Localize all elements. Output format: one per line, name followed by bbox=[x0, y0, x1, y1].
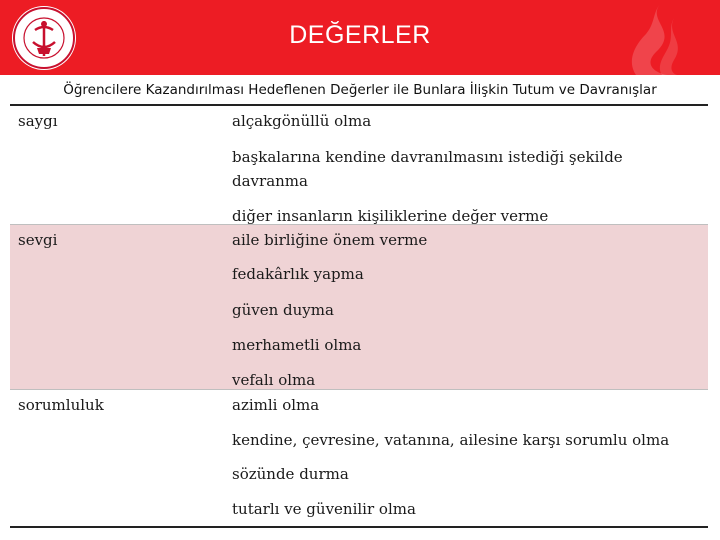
behavior-item: sözünde durma bbox=[232, 465, 349, 483]
value-cell: sevgi bbox=[18, 231, 58, 249]
behavior-item: diğer insanların kişiliklerine değer verme bbox=[232, 207, 549, 225]
behavior-item: fedakârlık yapma bbox=[232, 265, 364, 283]
behavior-item: kendine, çevresine, vatanına, ailesine karşı sorumlu olma bbox=[232, 431, 670, 449]
behavior-item: vefalı olma bbox=[232, 371, 316, 389]
table-caption: Öğrencilere Kazandırılması Hedeflenen Değerler ile Bunlara İlişkin Tutum ve Davranışlar bbox=[63, 82, 657, 98]
behavior-item: merhametli olma bbox=[232, 336, 362, 354]
behavior-item: alçakgönüllü olma bbox=[232, 112, 372, 130]
behavior-item: aile birliğine önem verme bbox=[232, 231, 428, 249]
header-bar bbox=[0, 0, 720, 75]
page-title: DEĞERLER bbox=[289, 21, 431, 49]
behavior-item: azimli olma bbox=[232, 396, 320, 414]
behavior-item: tutarlı ve güvenilir olma bbox=[232, 500, 416, 518]
value-cell: sorumluluk bbox=[18, 396, 104, 414]
behavior-item: güven duyma bbox=[232, 301, 334, 319]
behavior-item: başkalarına kendine davranılmasını istediği şekilde davranma bbox=[232, 148, 623, 190]
table-bottom-rule bbox=[10, 526, 708, 528]
value-cell: saygı bbox=[18, 112, 58, 130]
